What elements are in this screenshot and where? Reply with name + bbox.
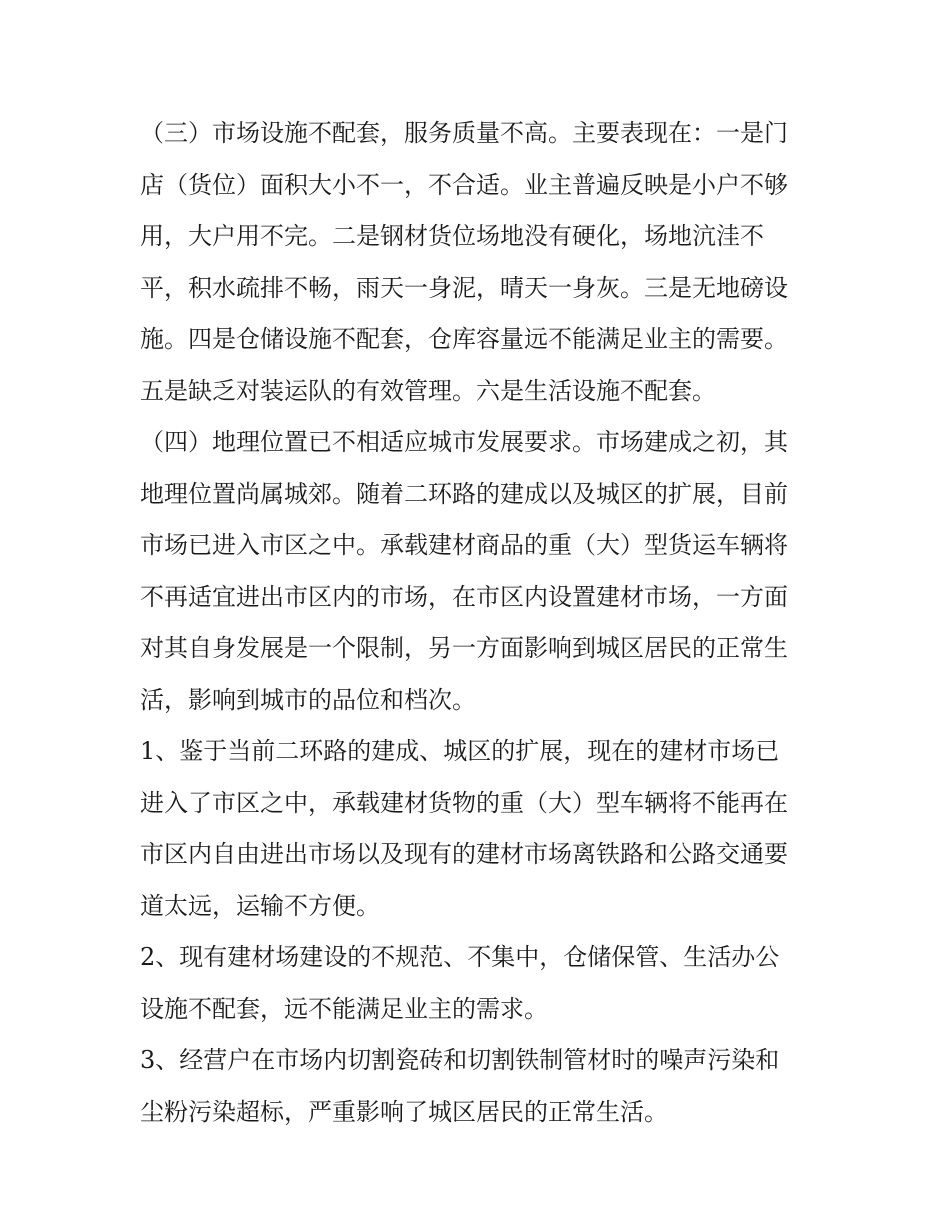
- paragraph-item-1: [140, 726, 820, 932]
- text-line: 不再适宜进出市区内的市场，在市区内设置建材市场，一方面: [140, 582, 788, 611]
- text-line: 进入了市区之中，承载建材货物的重（大）型车辆将不能再在: [140, 788, 788, 817]
- paragraph-geographic-location: [140, 417, 820, 726]
- text-line: 2、现有建材场建设的不规范、不集中，仓储保管、生活办公: [140, 943, 780, 971]
- text-line: 尘粉污染超标，严重影响了城区居民的正常生活。: [140, 1097, 668, 1126]
- text-line: 店（货位）面积大小不一，不合适。业主普遍反映是小户不够: [140, 170, 788, 199]
- text-line: 平，积水疏排不畅，雨天一身泥，晴天一身灰。三是无地磅设: [140, 273, 788, 302]
- text-line: 施。四是仓储设施不配套，仓库容量远不能满足业主的需要。: [140, 325, 788, 353]
- text-line: 对其自身发展是一个限制，另一方面影响到城区居民的正常生: [140, 634, 788, 662]
- document-page: [140, 108, 820, 1138]
- text-line: （三）市场设施不配套，服务质量不高。主要表现在：一是门: [140, 119, 788, 147]
- text-line: 市区内自由进出市场以及现有的建材市场离铁路和公路交通要: [140, 840, 788, 868]
- paragraph-item-2: [140, 932, 820, 1035]
- text-line: 道太远，运输不方便。: [140, 891, 380, 920]
- text-line: （四）地理位置已不相适应城市发展要求。市场建成之初，其: [140, 428, 788, 456]
- text-line: 1、鉴于当前二环路的建成、城区的扩展，现在的建材市场已: [140, 737, 780, 765]
- paragraph-market-facilities: [140, 108, 820, 417]
- text-line: 五是缺乏对装运队的有效管理。六是生活设施不配套。: [140, 376, 716, 405]
- text-line: 设施不配套，远不能满足业主的需求。: [140, 994, 548, 1023]
- text-line: 活，影响到城市的品位和档次。: [140, 685, 476, 714]
- paragraph-item-3: [140, 1035, 820, 1138]
- text-line: 地理位置尚属城郊。随着二环路的建成以及城区的扩展，目前: [140, 479, 788, 508]
- text-line: 3、经营户在市场内切割瓷砖和切割铁制管材时的噪声污染和: [140, 1046, 780, 1074]
- text-line: 用，大户用不完。二是钢材货位场地没有硬化，场地沆洼不: [140, 222, 764, 250]
- text-line: 市场已进入市区之中。承载建材商品的重（大）型货运车辆将: [140, 531, 788, 559]
